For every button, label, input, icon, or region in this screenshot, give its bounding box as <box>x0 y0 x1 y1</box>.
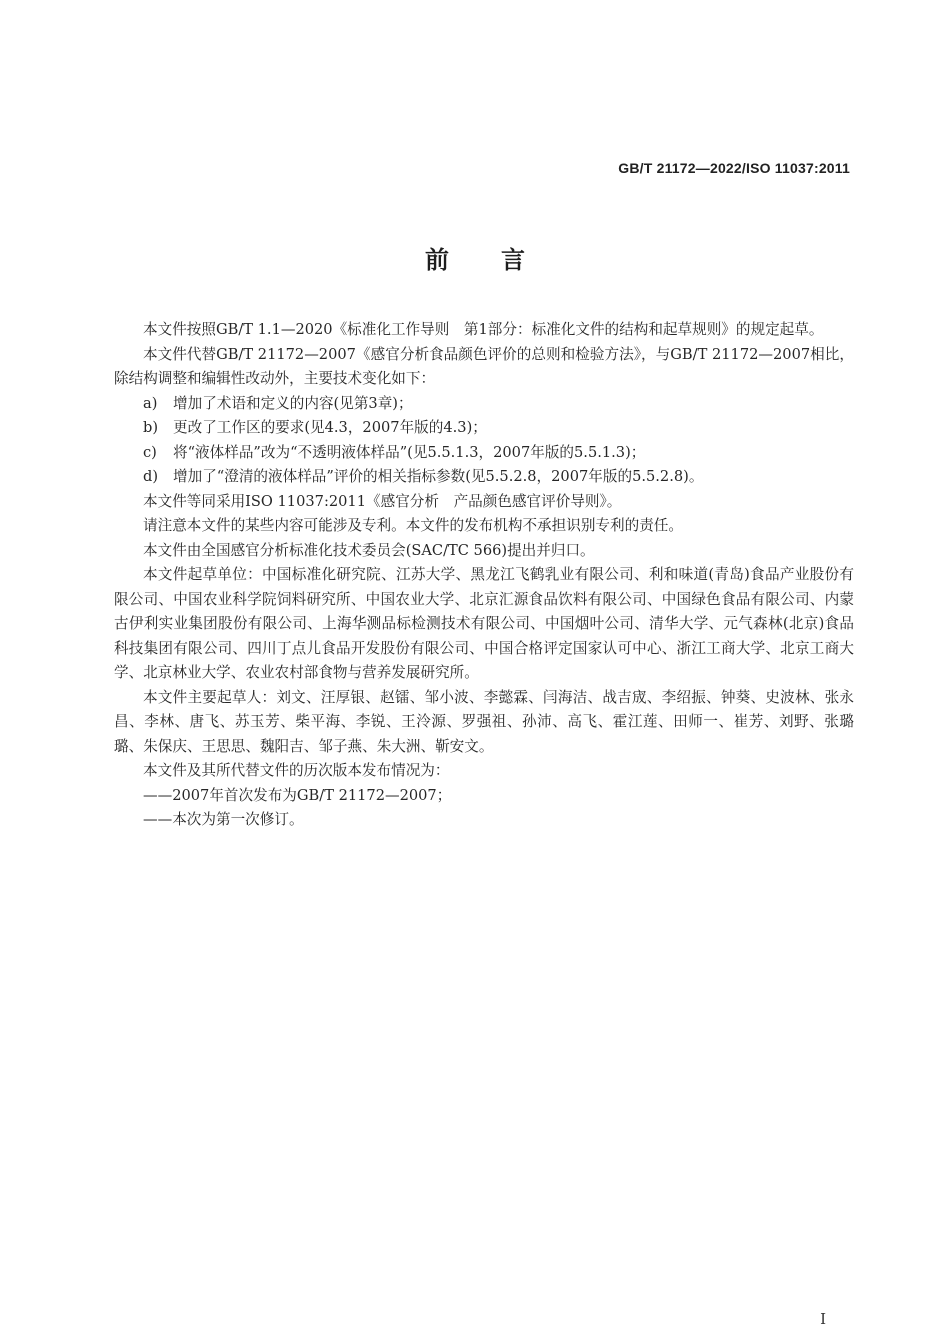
change-item-tag: b) <box>143 419 159 436</box>
change-item-tag: c) <box>143 443 157 461</box>
change-item <box>114 465 854 490</box>
change-item-text: 增加了术语和定义的内容(见第3章)； <box>173 394 413 412</box>
page-number: I <box>820 1310 826 1328</box>
paragraph-proposer: 本文件由全国感官分析标准化技术委员会(SAC/TC 566)提出并归口。 <box>143 541 595 559</box>
change-item-text: 将“液体样品”改为“不透明液体样品”(见5.5.1.3，2007年版的5.5.1.3)； <box>173 443 646 461</box>
standard-code: GB/T 21172—2022/ISO 11037:2011 <box>618 160 850 176</box>
change-item-text: 更改了工作区的要求(见4.3，2007年版的4.3)； <box>173 419 487 436</box>
change-item-tag: a) <box>143 394 158 412</box>
change-item <box>114 441 854 466</box>
paragraph-drafting-rules: 本文件按照GB/T 1.1—2020《标准化工作导则 第1部分：标准化文件的结构和起草规则》的规定起草。 <box>143 321 824 338</box>
change-item-text: 增加了“澄清的液体样品”评价的相关指标参数(见5.5.2.8，2007年版的5.5.2.8)。 <box>173 468 704 485</box>
paragraph-drafters: 本文件主要起草人：刘文、汪厚银、赵镭、邹小波、李懿霖、闫海洁、战吉宬、李绍振、钟葵、史波林、张永昌、李林、唐飞、苏玉芳、柴平海、李锐、王泠源、罗强祖、孙沛、高飞、霍江莲、田师一、崔芳、刘野、张璐璐、朱保庆、王思思、魏阳吉、邹子燕、朱大洲、靳安文。 <box>114 688 854 755</box>
history-item: ——本次为第一次修订。 <box>143 811 304 828</box>
paragraph-drafting-units: 本文件起草单位：中国标准化研究院、江苏大学、黑龙江飞鹤乳业有限公司、利和味道(青岛)食品产业股份有限公司、中国农业科学院饲料研究所、中国农业大学、北京汇源食品饮料有限公司、中国绿色食品有限公司、内蒙古伊利实业集团股份有限公司、上海华测品标检测技术有限公司、中国烟叶公司、清华大学、元气森林(北京)食品科技集团有限公司、四川丁点儿食品开发股份有限公司、中国合格评定国家认可中心、浙江工商大学、北京工商大学、北京林业大学、农业农村部食物与营养发展研究所。 <box>114 566 854 681</box>
paragraph-equivalence: 本文件等同采用ISO 11037:2011《感官分析 产品颜色感官评价导则》。 <box>143 492 622 510</box>
change-item-tag: d) <box>143 468 159 485</box>
document-body <box>114 318 854 833</box>
paragraph-patent-notice: 请注意本文件的某些内容可能涉及专利。本文件的发布机构不承担识别专利的责任。 <box>143 517 683 534</box>
change-item <box>114 416 854 441</box>
page-title: 前言 <box>425 246 577 274</box>
paragraph-history-intro: 本文件及其所代替文件的历次版本发布情况为： <box>143 762 450 779</box>
history-item: ——2007年首次发布为GB/T 21172—2007； <box>143 786 452 804</box>
change-item <box>114 392 854 417</box>
paragraph-replacement: 本文件代替GB/T 21172—2007《感官分析食品颜色评价的总则和检验方法》，与GB/T 21172—2007相比，除结构调整和编辑性改动外，主要技术变化如下： <box>114 345 854 387</box>
